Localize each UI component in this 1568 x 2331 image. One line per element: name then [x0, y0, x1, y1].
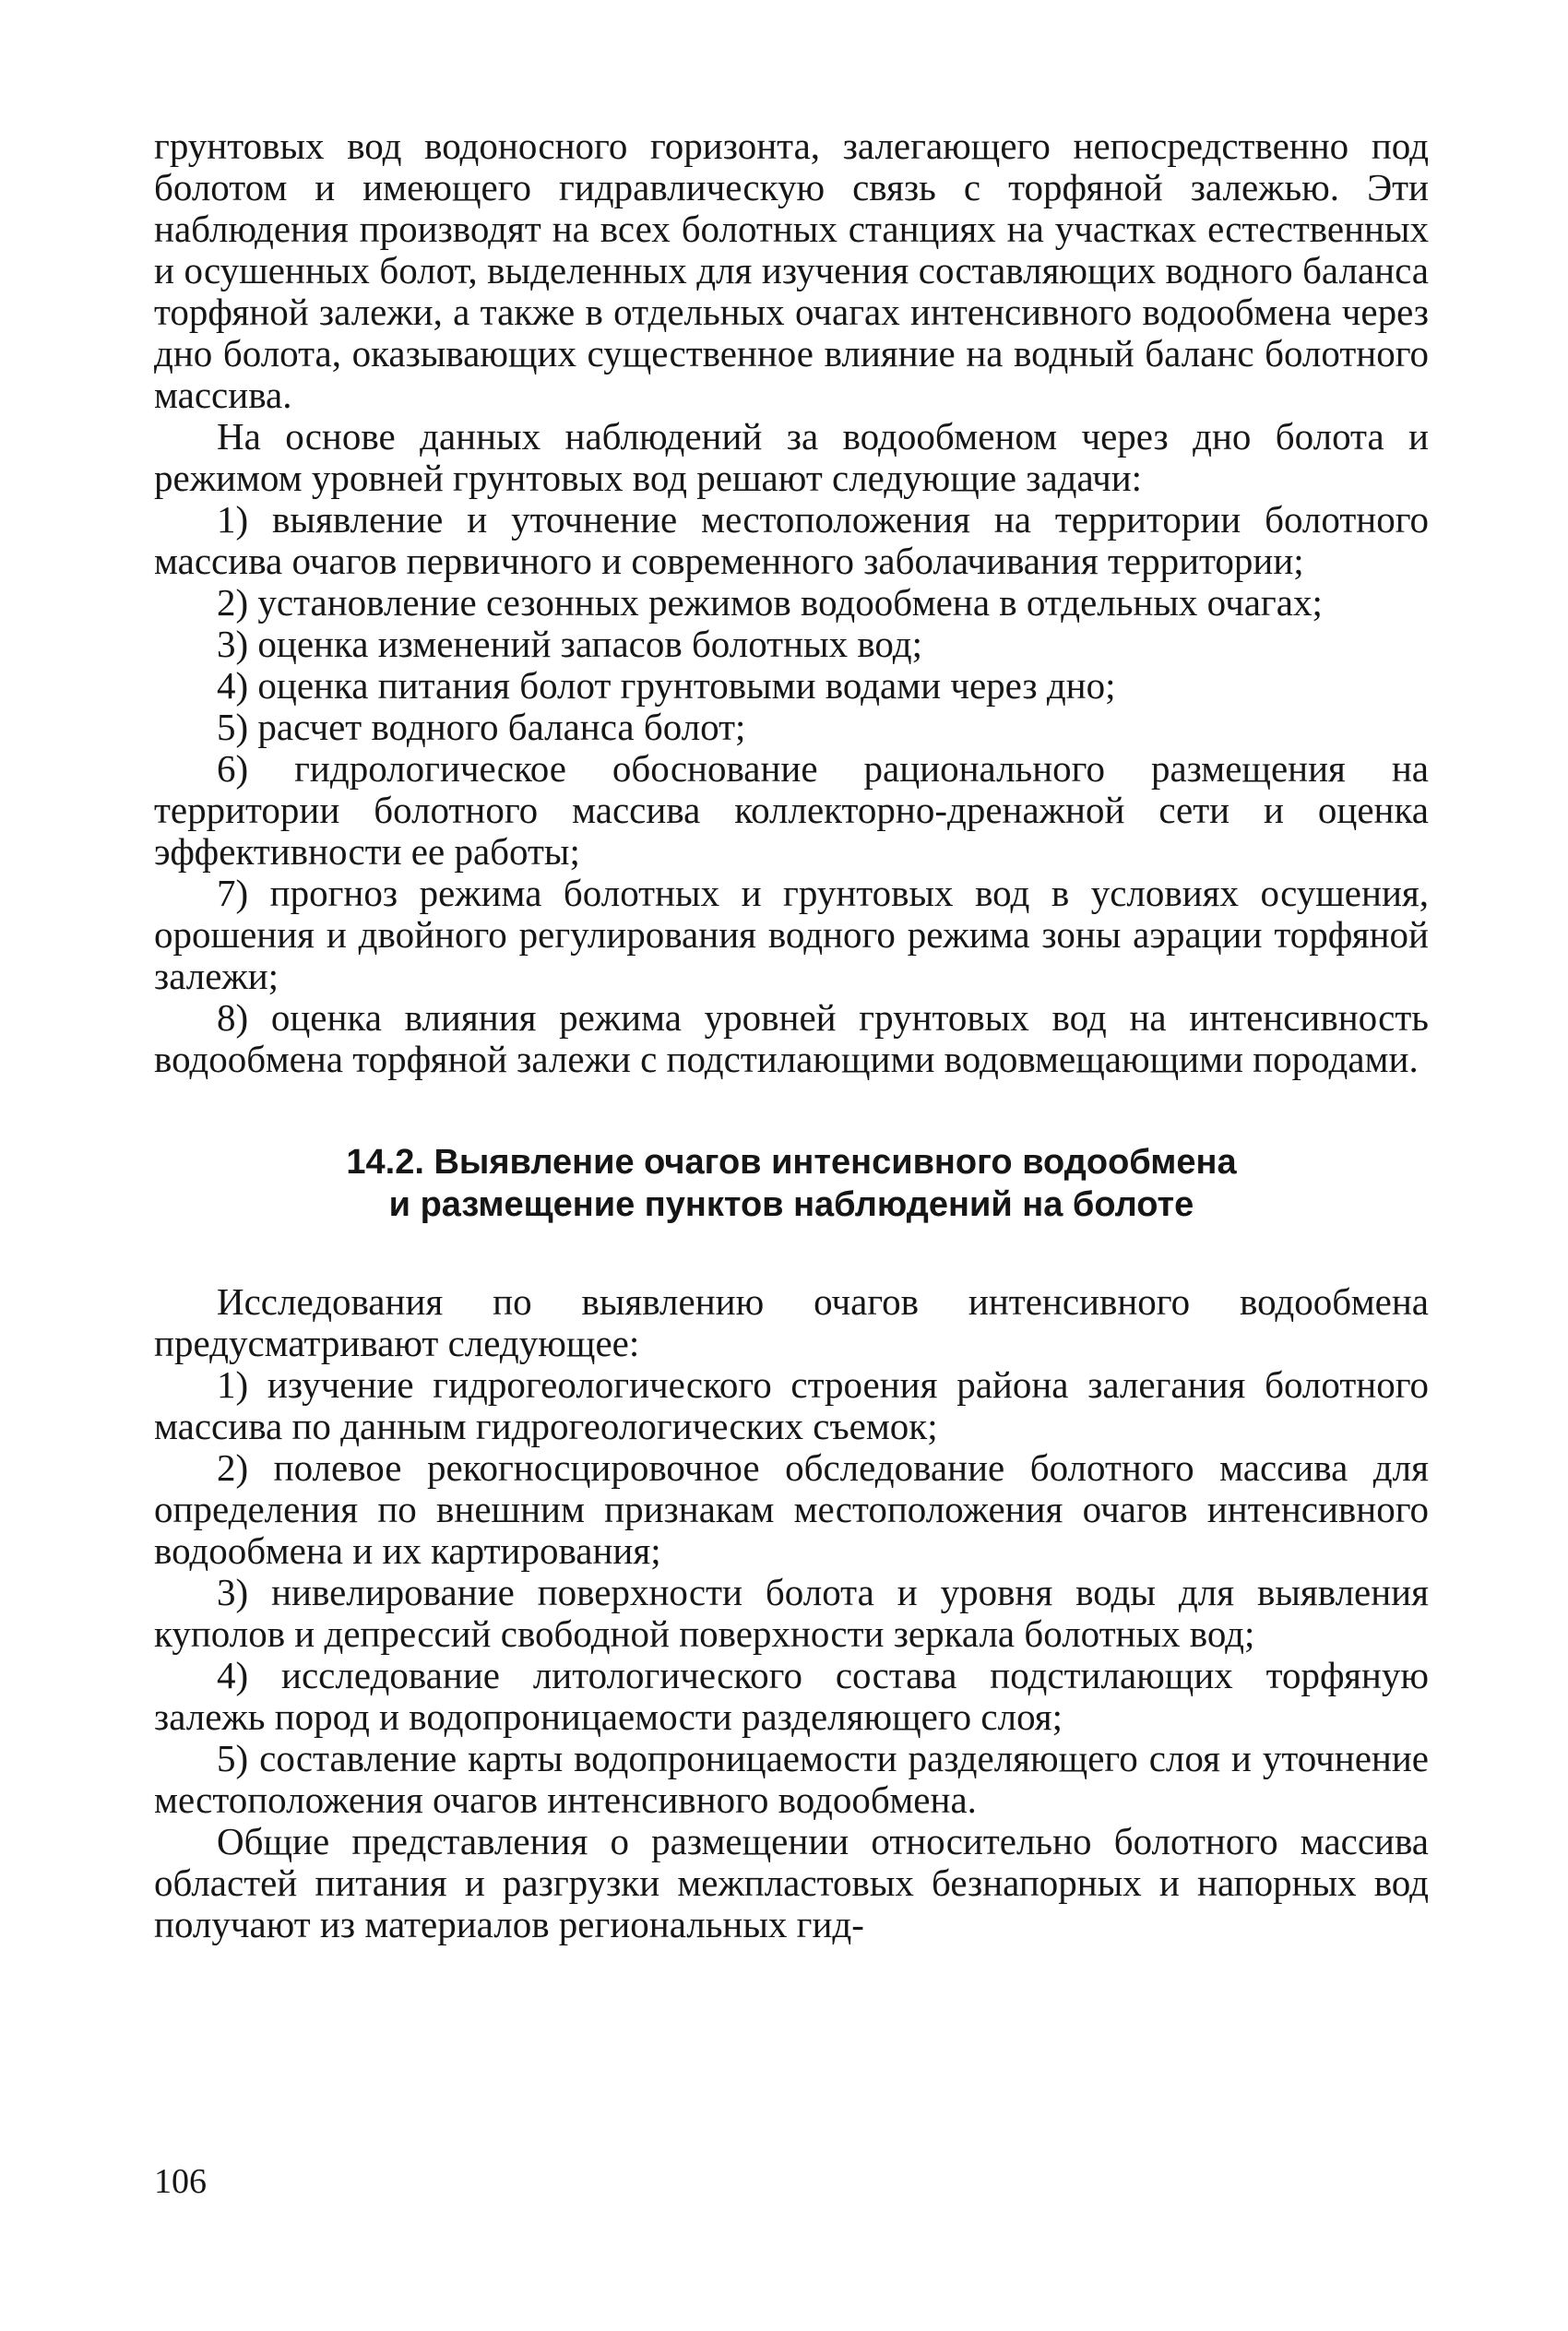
task-item-1: 1) выявление и уточнение местоположения на территории болотного массива очагов первичного и современного заболачивания территории;	[154, 498, 1429, 582]
research-item-5: 5) составление карты водопроницаемости разделяющего слоя и уточнение местоположения очагов интенсивного водообмена.	[154, 1737, 1429, 1821]
section-title-line-1: 14.2. Выявление очагов интенсивного водообмена	[346, 1143, 1237, 1182]
task-item-3: 3) оценка изменений запасов болотных вод;	[217, 623, 922, 665]
page-number: 106	[154, 2162, 207, 2201]
research-item-3: 3) нивелирование поверхности болота и уровня воды для выявления куполов и депрессий свободной поверхности зеркала болотных вод;	[154, 1571, 1429, 1655]
task-item-2: 2) установление сезонных режимов водообмена в отдельных очагах;	[217, 581, 1323, 624]
research-item-4: 4) исследование литологического состава подстилающих торфяную залежь пород и водопроницаемости разделяющего слоя;	[154, 1654, 1429, 1738]
task-item-4: 4) оценка питания болот грунтовыми водами через дно;	[217, 664, 1116, 707]
task-item-5: 5) расчет водного баланса болот;	[217, 706, 746, 748]
closing-paragraph: Общие представления о размещении относительно болотного массива областей питания и разгрузки межпластовых безнапорных и напорных вод получают из материалов региональных гид-	[154, 1820, 1429, 1945]
task-item-6: 6) гидрологическое обоснование рационального размещения на территории болотного массива коллекторно-дренажной сети и оценка эффективности ее работы;	[154, 747, 1429, 873]
task-item-7: 7) прогноз режима болотных и грунтовых вод в условиях осушения, орошения и двойного регулирования водного режима зоны аэрации торфяной залежи;	[154, 872, 1429, 997]
section-heading	[154, 1141, 1429, 1226]
research-item-2: 2) полевое рекогносцировочное обследование болотного массива для определения по внешним признакам местоположения очагов интенсивного водообмена и их картирования;	[154, 1446, 1429, 1572]
paragraph-tasks-lead: На основе данных наблюдений за водообменом через дно болота и режимом уровней грунтовых вод решают следующие задачи:	[154, 415, 1429, 499]
research-item-1: 1) изучение гидрогеологического строения района залегания болотного массива по данным гидрогеологических съемок;	[154, 1363, 1429, 1447]
section-title-line-2: и размещение пунктов наблюдений на болоте	[388, 1185, 1194, 1224]
section-intro: Исследования по выявлению очагов интенсивного водообмена предусматривают следующее:	[154, 1280, 1429, 1364]
task-item-8: 8) оценка влияния режима уровней грунтовых вод на интенсивность водообмена торфяной залежи с подстилающими водовмещающими породами.	[154, 996, 1429, 1080]
page-body	[154, 125, 1429, 1945]
paragraph-intro: грунтовых вод водоносного горизонта, залегающего непосредственно под болотом и имеющего гидравлическую связь с торфяной залежью. Эти наблюдения производят на всех болотных станциях на участках естественных и осушенных болот, выделенных для изучения составляющих водного баланса торфяной залежи, а также в отдельных очагах интенсивного водообмена через дно болота, оказывающих существенное влияние на водный баланс болотного массива.	[154, 125, 1429, 416]
